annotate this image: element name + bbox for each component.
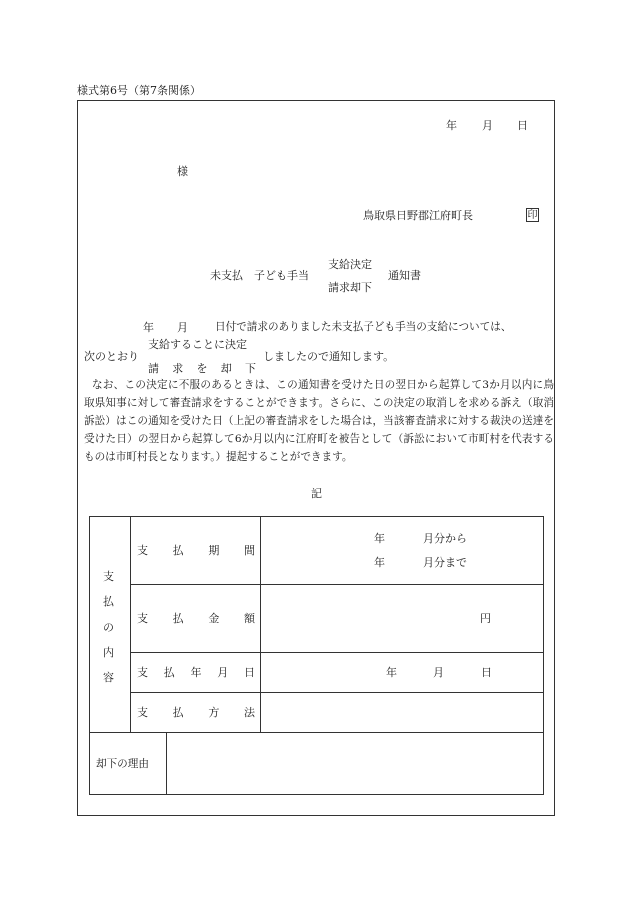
title-prefix: 未支払 子ども手当 (210, 269, 309, 282)
body-line1: 日付で請求のありました未支払子ども手当の支給については、 (215, 321, 512, 333)
body-year-label: 年 (143, 321, 154, 334)
amount-unit: 円 (480, 612, 491, 625)
date-day-label: 日 (517, 119, 528, 132)
label-char: 期 (208, 544, 220, 557)
appeal-notice: なお、この決定に不服のあるときは、この通知書を受けた日の翌日から起算して3か月以内に鳥取県知事に対して審査請求をすることができます。さらに、この決定の取消しを求める訴え（取消訴訟）はこの通知を受けた日（上記の審査請求をした場合は，当該審査請求に対する裁決の送達を受けた日）の翌日から起算して6か月以内に江府町を被告として（訴訟において市町村を代表するものは市町村長となります。）提起することができます。 (84, 379, 554, 463)
payment-amount-label (137, 613, 255, 624)
label-char: 支 (137, 612, 148, 625)
label-char: 間 (243, 544, 255, 557)
group-label-char: の (103, 620, 114, 634)
seal-mark: 印 (527, 210, 538, 221)
form-number: 様式第6号（第7条関係） (77, 84, 201, 97)
payment-details-group-label (103, 571, 114, 683)
date-month-label: 月 (482, 119, 493, 132)
date-year-label: 年 (446, 119, 457, 132)
period-from-month: 月分から (423, 532, 467, 545)
label-char: 払 (172, 612, 184, 625)
title-option-grant: 支給決定 (328, 258, 372, 271)
group-label-char: 容 (103, 671, 114, 684)
period-to-year: 年 (374, 556, 385, 569)
payment-table (89, 516, 544, 795)
title-suffix: 通知書 (388, 269, 421, 282)
payment-period-label (137, 545, 255, 556)
label-char: 年 (190, 666, 202, 679)
body-option-reject-char: を (196, 362, 208, 375)
ki-heading: 記 (311, 487, 322, 500)
body-month-label: 月 (177, 321, 188, 334)
payment-method-label (137, 707, 255, 718)
group-label-char: 払 (103, 595, 114, 609)
body-option-grant: 支給することに決定 (148, 338, 247, 351)
label-char: 払 (172, 544, 184, 557)
label-char: 払 (163, 666, 175, 679)
label-char: 支 (137, 666, 148, 679)
title-option-reject: 請求却下 (328, 281, 372, 294)
label-char: 法 (243, 706, 255, 719)
body-lead: 次のとおり (84, 350, 139, 363)
label-char: 金 (208, 612, 220, 625)
period-from-year: 年 (374, 532, 385, 545)
payment-date-year: 年 (386, 666, 397, 679)
body-option-reject (148, 363, 256, 374)
group-label-char: 支 (103, 570, 114, 583)
rejection-reason-label: 却下の理由 (96, 758, 149, 770)
body-option-reject-char: 求 (172, 362, 184, 375)
label-char: 払 (172, 706, 184, 719)
addressee-suffix: 様 (177, 165, 188, 178)
body-option-reject-char: 請 (148, 362, 159, 375)
payment-date-month: 月 (433, 666, 444, 679)
label-char: 方 (208, 706, 220, 719)
payment-date-day: 日 (481, 666, 492, 679)
body-option-reject-char: 下 (245, 362, 256, 375)
period-to-month: 月分まで (423, 556, 467, 569)
label-char: 額 (243, 612, 255, 625)
label-char: 日 (244, 666, 255, 679)
issuer-name: 鳥取県日野郡江府町長 (363, 209, 473, 222)
body-option-reject-char: 却 (220, 362, 232, 375)
body-line2: しましたので通知します。 (263, 350, 395, 363)
label-char: 支 (137, 544, 148, 557)
label-char: 月 (217, 666, 229, 679)
label-char: 支 (137, 706, 148, 719)
group-label-char: 内 (103, 645, 114, 659)
payment-date-label (137, 667, 255, 678)
